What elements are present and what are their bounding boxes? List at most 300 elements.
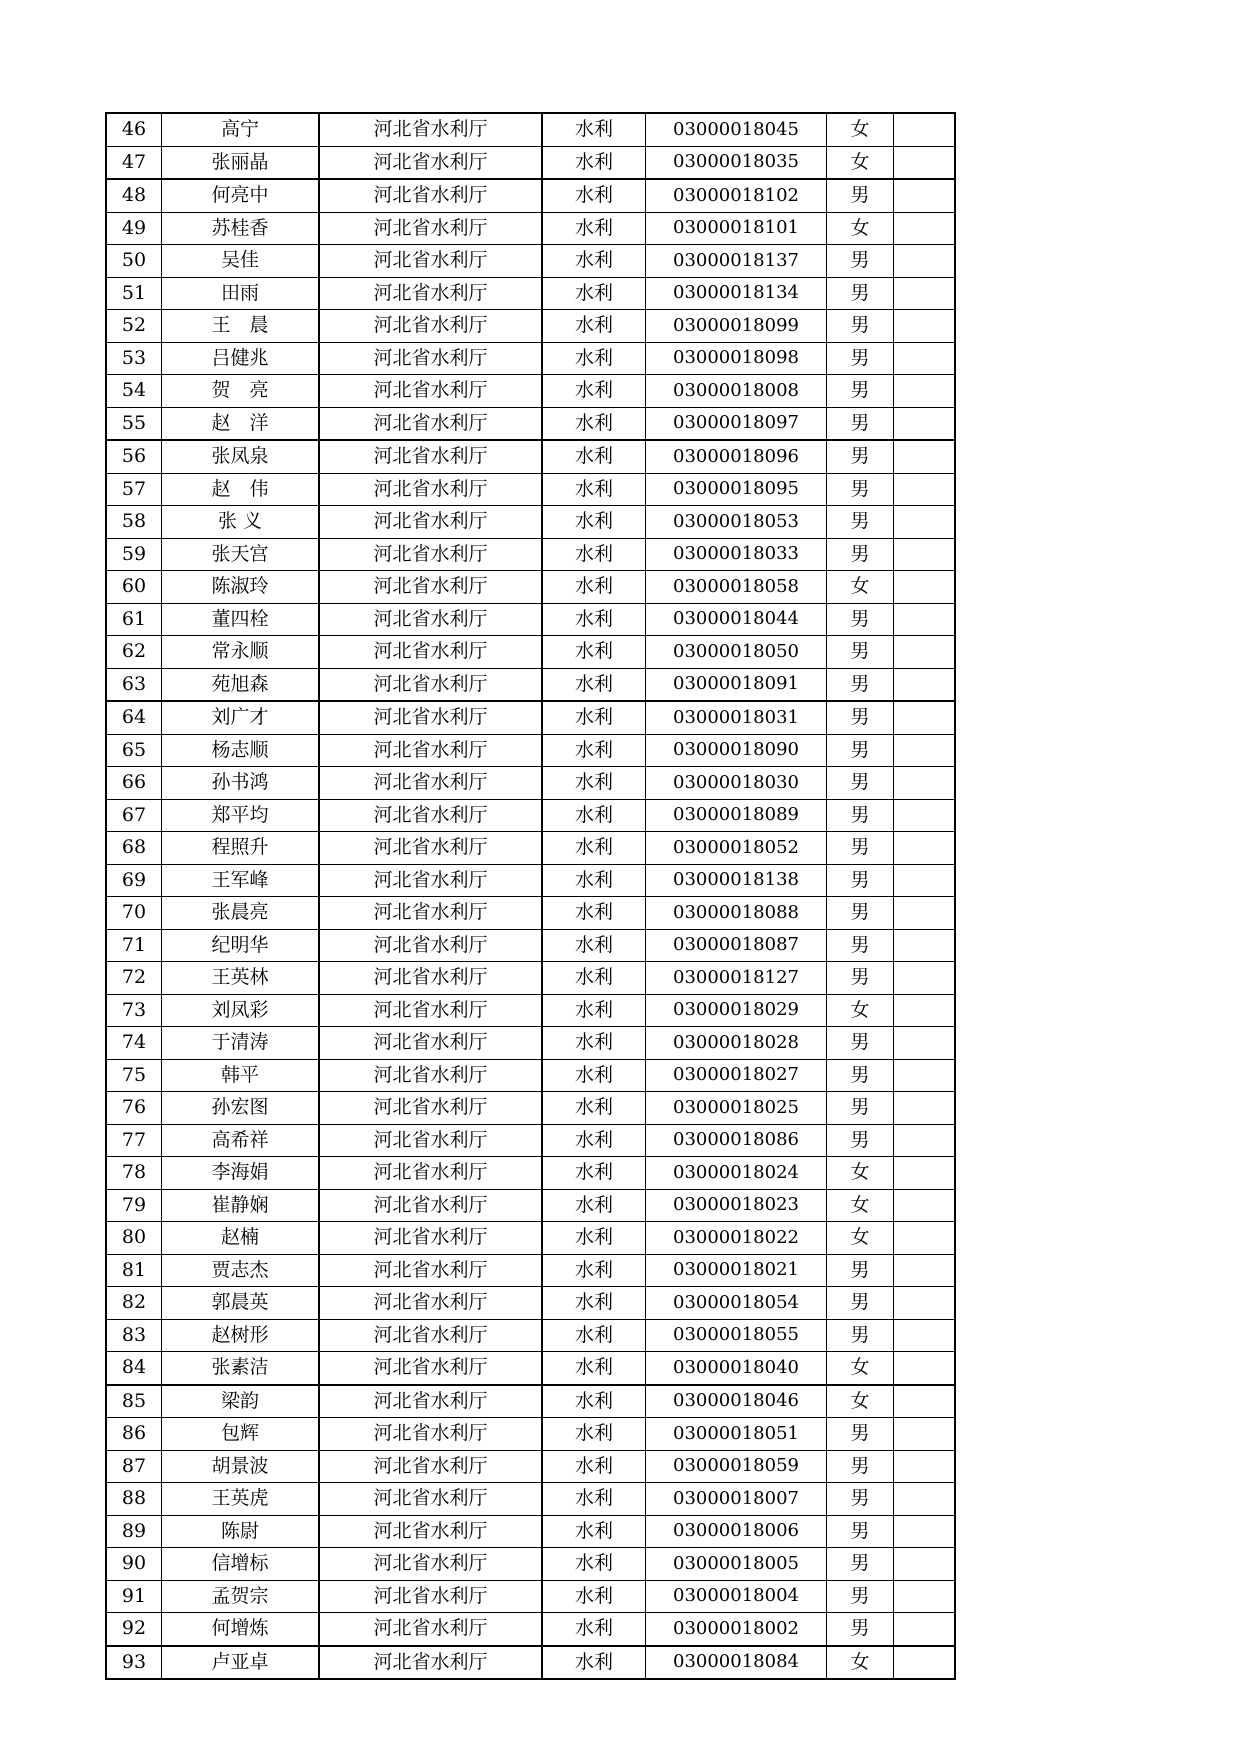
cell-exam-id: 03000018098: [646, 342, 827, 375]
cell-gender: 男: [827, 832, 894, 865]
cell-field: 水利: [542, 179, 646, 212]
cell-exam-id: 03000018050: [646, 636, 827, 669]
cell-exam-id: 03000018101: [646, 212, 827, 245]
roster-table-body: [106, 113, 955, 1679]
table-row: [106, 668, 955, 701]
cell-remark: [894, 799, 956, 832]
table-row: [106, 962, 955, 995]
cell-name: 王英虎: [162, 1483, 320, 1516]
cell-exam-id: 03000018053: [646, 506, 827, 539]
cell-number: 58: [106, 506, 162, 539]
cell-field: 水利: [542, 929, 646, 962]
cell-remark: [894, 1580, 956, 1613]
cell-remark: [894, 146, 956, 179]
cell-remark: [894, 832, 956, 865]
cell-gender: 男: [827, 929, 894, 962]
cell-exam-id: 03000018023: [646, 1189, 827, 1222]
cell-exam-id: 03000018028: [646, 1027, 827, 1060]
cell-remark: [894, 342, 956, 375]
cell-exam-id: 03000018006: [646, 1515, 827, 1548]
cell-name: 贺 亮: [162, 375, 320, 408]
cell-exam-id: 03000018089: [646, 799, 827, 832]
cell-name: 李海娟: [162, 1157, 320, 1190]
cell-number: 73: [106, 994, 162, 1027]
cell-number: 46: [106, 113, 162, 146]
table-row: [106, 375, 955, 408]
cell-organization: 河北省水利厅: [319, 929, 542, 962]
cell-number: 70: [106, 897, 162, 930]
cell-exam-id: 03000018090: [646, 734, 827, 767]
cell-name: 信增标: [162, 1548, 320, 1581]
cell-organization: 河北省水利厅: [319, 1418, 542, 1451]
table-row: [106, 994, 955, 1027]
cell-name: 高希祥: [162, 1124, 320, 1157]
cell-name: 孟贺宗: [162, 1580, 320, 1613]
cell-name: 董四栓: [162, 603, 320, 636]
cell-number: 78: [106, 1157, 162, 1190]
cell-name: 赵树形: [162, 1319, 320, 1352]
cell-gender: 男: [827, 310, 894, 343]
cell-remark: [894, 113, 956, 146]
cell-gender: 男: [827, 897, 894, 930]
cell-remark: [894, 375, 956, 408]
table-row: [106, 1515, 955, 1548]
cell-gender: 男: [827, 407, 894, 440]
cell-field: 水利: [542, 1124, 646, 1157]
cell-organization: 河北省水利厅: [319, 668, 542, 701]
cell-field: 水利: [542, 1515, 646, 1548]
table-row: [106, 113, 955, 146]
cell-gender: 男: [827, 179, 894, 212]
table-row: [106, 146, 955, 179]
table-row: [106, 212, 955, 245]
cell-remark: [894, 277, 956, 310]
table-row: [106, 734, 955, 767]
cell-organization: 河北省水利厅: [319, 310, 542, 343]
cell-number: 77: [106, 1124, 162, 1157]
cell-organization: 河北省水利厅: [319, 473, 542, 506]
table-row: [106, 1092, 955, 1125]
table-row: [106, 1157, 955, 1190]
cell-gender: 男: [827, 1450, 894, 1483]
cell-name: 陈淑玲: [162, 571, 320, 604]
cell-name: 郑平均: [162, 799, 320, 832]
cell-exam-id: 03000018044: [646, 603, 827, 636]
cell-organization: 河北省水利厅: [319, 832, 542, 865]
cell-field: 水利: [542, 1418, 646, 1451]
cell-remark: [894, 179, 956, 212]
cell-name: 郭晨英: [162, 1287, 320, 1320]
cell-exam-id: 03000018127: [646, 962, 827, 995]
cell-remark: [894, 310, 956, 343]
cell-number: 69: [106, 864, 162, 897]
cell-name: 苏桂香: [162, 212, 320, 245]
cell-organization: 河北省水利厅: [319, 734, 542, 767]
cell-remark: [894, 603, 956, 636]
cell-number: 85: [106, 1385, 162, 1418]
cell-gender: 男: [827, 1059, 894, 1092]
cell-number: 93: [106, 1646, 162, 1680]
cell-gender: 女: [827, 1646, 894, 1680]
cell-name: 王军峰: [162, 864, 320, 897]
cell-name: 吴佳: [162, 245, 320, 278]
cell-organization: 河北省水利厅: [319, 1027, 542, 1060]
cell-exam-id: 03000018004: [646, 1580, 827, 1613]
cell-gender: 男: [827, 375, 894, 408]
cell-organization: 河北省水利厅: [319, 375, 542, 408]
table-row: [106, 1287, 955, 1320]
cell-organization: 河北省水利厅: [319, 1059, 542, 1092]
cell-gender: 女: [827, 1157, 894, 1190]
cell-field: 水利: [542, 1254, 646, 1287]
cell-organization: 河北省水利厅: [319, 1254, 542, 1287]
cell-exam-id: 03000018055: [646, 1319, 827, 1352]
cell-field: 水利: [542, 636, 646, 669]
cell-name: 于清涛: [162, 1027, 320, 1060]
cell-remark: [894, 407, 956, 440]
cell-name: 王 晨: [162, 310, 320, 343]
cell-remark: [894, 864, 956, 897]
cell-remark: [894, 212, 956, 245]
cell-gender: 女: [827, 1189, 894, 1222]
table-row: [106, 1222, 955, 1255]
table-row: [106, 245, 955, 278]
cell-organization: 河北省水利厅: [319, 1385, 542, 1418]
cell-gender: 男: [827, 1613, 894, 1646]
cell-gender: 男: [827, 603, 894, 636]
cell-number: 57: [106, 473, 162, 506]
cell-name: 常永顺: [162, 636, 320, 669]
cell-gender: 女: [827, 1352, 894, 1385]
cell-field: 水利: [542, 375, 646, 408]
cell-field: 水利: [542, 897, 646, 930]
cell-exam-id: 03000018102: [646, 179, 827, 212]
cell-number: 80: [106, 1222, 162, 1255]
cell-gender: 男: [827, 734, 894, 767]
cell-gender: 男: [827, 1027, 894, 1060]
cell-field: 水利: [542, 1157, 646, 1190]
table-row: [106, 897, 955, 930]
cell-exam-id: 03000018008: [646, 375, 827, 408]
table-row: [106, 767, 955, 800]
cell-remark: [894, 1418, 956, 1451]
cell-organization: 河北省水利厅: [319, 1613, 542, 1646]
cell-gender: 女: [827, 113, 894, 146]
table-row: [106, 1483, 955, 1516]
cell-field: 水利: [542, 342, 646, 375]
cell-name: 杨志顺: [162, 734, 320, 767]
cell-number: 89: [106, 1515, 162, 1548]
table-row: [106, 701, 955, 734]
cell-gender: 女: [827, 571, 894, 604]
cell-field: 水利: [542, 310, 646, 343]
cell-field: 水利: [542, 1450, 646, 1483]
cell-remark: [894, 1287, 956, 1320]
cell-field: 水利: [542, 1092, 646, 1125]
cell-remark: [894, 1222, 956, 1255]
cell-number: 76: [106, 1092, 162, 1125]
cell-name: 吕健兆: [162, 342, 320, 375]
cell-field: 水利: [542, 1027, 646, 1060]
cell-number: 49: [106, 212, 162, 245]
cell-exam-id: 03000018046: [646, 1385, 827, 1418]
cell-number: 67: [106, 799, 162, 832]
cell-exam-id: 03000018025: [646, 1092, 827, 1125]
cell-organization: 河北省水利厅: [319, 212, 542, 245]
cell-exam-id: 03000018138: [646, 864, 827, 897]
cell-organization: 河北省水利厅: [319, 1189, 542, 1222]
table-row: [106, 1385, 955, 1418]
cell-gender: 男: [827, 1287, 894, 1320]
cell-exam-id: 03000018033: [646, 538, 827, 571]
cell-number: 84: [106, 1352, 162, 1385]
cell-field: 水利: [542, 1352, 646, 1385]
cell-number: 68: [106, 832, 162, 865]
cell-gender: 女: [827, 1385, 894, 1418]
cell-field: 水利: [542, 1319, 646, 1352]
cell-gender: 女: [827, 994, 894, 1027]
cell-gender: 男: [827, 473, 894, 506]
cell-name: 张素洁: [162, 1352, 320, 1385]
roster-table: [105, 112, 956, 1680]
cell-exam-id: 03000018027: [646, 1059, 827, 1092]
cell-gender: 男: [827, 636, 894, 669]
cell-exam-id: 03000018024: [646, 1157, 827, 1190]
cell-gender: 男: [827, 1418, 894, 1451]
table-row: [106, 1124, 955, 1157]
cell-exam-id: 03000018051: [646, 1418, 827, 1451]
cell-exam-id: 03000018097: [646, 407, 827, 440]
table-row: [106, 407, 955, 440]
cell-organization: 河北省水利厅: [319, 342, 542, 375]
cell-organization: 河北省水利厅: [319, 1515, 542, 1548]
cell-number: 53: [106, 342, 162, 375]
table-row: [106, 1319, 955, 1352]
cell-gender: 男: [827, 1319, 894, 1352]
cell-field: 水利: [542, 994, 646, 1027]
cell-remark: [894, 1515, 956, 1548]
cell-exam-id: 03000018002: [646, 1613, 827, 1646]
cell-exam-id: 03000018099: [646, 310, 827, 343]
cell-exam-id: 03000018040: [646, 1352, 827, 1385]
cell-exam-id: 03000018137: [646, 245, 827, 278]
cell-name: 程照升: [162, 832, 320, 865]
cell-name: 包辉: [162, 1418, 320, 1451]
cell-name: 崔静娴: [162, 1189, 320, 1222]
cell-number: 62: [106, 636, 162, 669]
cell-number: 87: [106, 1450, 162, 1483]
table-row: [106, 603, 955, 636]
cell-remark: [894, 1092, 956, 1125]
cell-number: 79: [106, 1189, 162, 1222]
cell-organization: 河北省水利厅: [319, 1548, 542, 1581]
cell-name: 卢亚卓: [162, 1646, 320, 1680]
cell-remark: [894, 1189, 956, 1222]
cell-exam-id: 03000018086: [646, 1124, 827, 1157]
cell-field: 水利: [542, 701, 646, 734]
table-row: [106, 1613, 955, 1646]
cell-exam-id: 03000018035: [646, 146, 827, 179]
cell-field: 水利: [542, 1483, 646, 1516]
cell-exam-id: 03000018021: [646, 1254, 827, 1287]
cell-number: 72: [106, 962, 162, 995]
table-row: [106, 1646, 955, 1680]
cell-organization: 河北省水利厅: [319, 603, 542, 636]
cell-number: 88: [106, 1483, 162, 1516]
cell-gender: 男: [827, 1483, 894, 1516]
cell-organization: 河北省水利厅: [319, 1092, 542, 1125]
table-row: [106, 1548, 955, 1581]
cell-name: 赵 洋: [162, 407, 320, 440]
cell-number: 86: [106, 1418, 162, 1451]
cell-name: 赵 伟: [162, 473, 320, 506]
cell-number: 51: [106, 277, 162, 310]
cell-field: 水利: [542, 506, 646, 539]
cell-field: 水利: [542, 668, 646, 701]
cell-field: 水利: [542, 212, 646, 245]
cell-number: 81: [106, 1254, 162, 1287]
cell-gender: 男: [827, 1092, 894, 1125]
cell-organization: 河北省水利厅: [319, 1222, 542, 1255]
cell-exam-id: 03000018058: [646, 571, 827, 604]
table-row: [106, 1254, 955, 1287]
cell-field: 水利: [542, 407, 646, 440]
cell-name: 孙书鸿: [162, 767, 320, 800]
cell-organization: 河北省水利厅: [319, 1483, 542, 1516]
cell-remark: [894, 1059, 956, 1092]
cell-number: 75: [106, 1059, 162, 1092]
cell-name: 孙宏图: [162, 1092, 320, 1125]
cell-gender: 男: [827, 1515, 894, 1548]
table-row: [106, 440, 955, 473]
table-row: [106, 636, 955, 669]
cell-organization: 河北省水利厅: [319, 1124, 542, 1157]
cell-organization: 河北省水利厅: [319, 1646, 542, 1680]
cell-field: 水利: [542, 277, 646, 310]
cell-organization: 河北省水利厅: [319, 277, 542, 310]
cell-remark: [894, 1385, 956, 1418]
cell-organization: 河北省水利厅: [319, 538, 542, 571]
cell-name: 苑旭森: [162, 668, 320, 701]
cell-remark: [894, 1352, 956, 1385]
cell-number: 66: [106, 767, 162, 800]
table-row: [106, 1059, 955, 1092]
cell-organization: 河北省水利厅: [319, 440, 542, 473]
cell-gender: 男: [827, 440, 894, 473]
cell-exam-id: 03000018059: [646, 1450, 827, 1483]
cell-field: 水利: [542, 962, 646, 995]
table-row: [106, 179, 955, 212]
cell-number: 90: [106, 1548, 162, 1581]
cell-field: 水利: [542, 1189, 646, 1222]
cell-remark: [894, 994, 956, 1027]
cell-organization: 河北省水利厅: [319, 799, 542, 832]
table-row: [106, 832, 955, 865]
cell-organization: 河北省水利厅: [319, 994, 542, 1027]
cell-organization: 河北省水利厅: [319, 146, 542, 179]
cell-number: 47: [106, 146, 162, 179]
cell-gender: 男: [827, 799, 894, 832]
cell-exam-id: 03000018052: [646, 832, 827, 865]
cell-organization: 河北省水利厅: [319, 1319, 542, 1352]
cell-name: 韩平: [162, 1059, 320, 1092]
cell-number: 82: [106, 1287, 162, 1320]
table-row: [106, 277, 955, 310]
cell-name: 刘凤彩: [162, 994, 320, 1027]
cell-remark: [894, 734, 956, 767]
cell-remark: [894, 1124, 956, 1157]
cell-field: 水利: [542, 113, 646, 146]
cell-gender: 男: [827, 1580, 894, 1613]
cell-remark: [894, 929, 956, 962]
cell-name: 田雨: [162, 277, 320, 310]
cell-name: 贾志杰: [162, 1254, 320, 1287]
cell-exam-id: 03000018005: [646, 1548, 827, 1581]
cell-remark: [894, 1027, 956, 1060]
cell-field: 水利: [542, 1646, 646, 1680]
cell-remark: [894, 538, 956, 571]
cell-name: 高宁: [162, 113, 320, 146]
cell-organization: 河北省水利厅: [319, 636, 542, 669]
cell-organization: 河北省水利厅: [319, 962, 542, 995]
table-row: [106, 538, 955, 571]
cell-field: 水利: [542, 734, 646, 767]
table-row: [106, 342, 955, 375]
cell-gender: 男: [827, 342, 894, 375]
cell-number: 54: [106, 375, 162, 408]
cell-field: 水利: [542, 799, 646, 832]
cell-remark: [894, 506, 956, 539]
cell-organization: 河北省水利厅: [319, 1450, 542, 1483]
cell-name: 张晨亮: [162, 897, 320, 930]
cell-remark: [894, 767, 956, 800]
table-row: [106, 1352, 955, 1385]
cell-name: 何增炼: [162, 1613, 320, 1646]
cell-number: 52: [106, 310, 162, 343]
cell-field: 水利: [542, 767, 646, 800]
cell-number: 55: [106, 407, 162, 440]
cell-field: 水利: [542, 538, 646, 571]
cell-field: 水利: [542, 1548, 646, 1581]
table-row: [106, 506, 955, 539]
cell-gender: 女: [827, 1222, 894, 1255]
table-row: [106, 1189, 955, 1222]
table-row: [106, 1027, 955, 1060]
cell-number: 60: [106, 571, 162, 604]
cell-organization: 河北省水利厅: [319, 1157, 542, 1190]
cell-organization: 河北省水利厅: [319, 113, 542, 146]
cell-field: 水利: [542, 1059, 646, 1092]
cell-remark: [894, 1157, 956, 1190]
cell-field: 水利: [542, 1287, 646, 1320]
cell-number: 64: [106, 701, 162, 734]
cell-organization: 河北省水利厅: [319, 179, 542, 212]
cell-remark: [894, 1548, 956, 1581]
cell-exam-id: 03000018029: [646, 994, 827, 1027]
cell-remark: [894, 701, 956, 734]
cell-gender: 男: [827, 962, 894, 995]
cell-number: 71: [106, 929, 162, 962]
cell-organization: 河北省水利厅: [319, 864, 542, 897]
cell-gender: 男: [827, 668, 894, 701]
cell-exam-id: 03000018091: [646, 668, 827, 701]
cell-exam-id: 03000018007: [646, 1483, 827, 1516]
cell-number: 92: [106, 1613, 162, 1646]
cell-field: 水利: [542, 1580, 646, 1613]
cell-name: 张丽晶: [162, 146, 320, 179]
cell-remark: [894, 1646, 956, 1680]
cell-field: 水利: [542, 571, 646, 604]
